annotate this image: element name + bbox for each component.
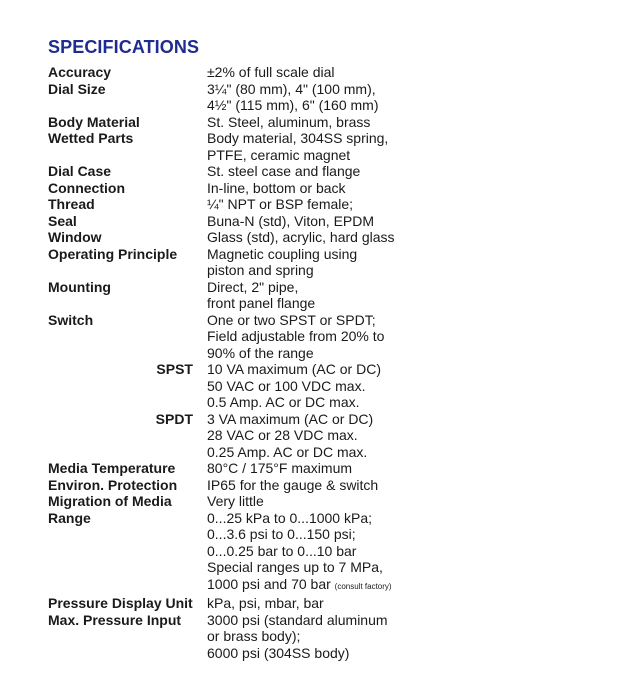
spec-value xyxy=(207,460,395,477)
spec-value-line: Very little xyxy=(207,493,264,509)
spec-row-thread xyxy=(48,196,395,213)
spec-row-environ-protection xyxy=(48,477,395,494)
spec-value-line: Magnetic coupling using xyxy=(207,245,358,262)
spec-row-seal xyxy=(48,213,395,230)
spec-label: SPDT xyxy=(155,410,193,427)
spec-label: Seal xyxy=(48,212,77,229)
spec-value-line: 0...3.6 psi to 0...150 psi; xyxy=(207,526,356,542)
spec-label: SPST xyxy=(156,361,193,377)
spec-row-migration-of-media xyxy=(48,493,395,510)
spec-value xyxy=(207,493,395,510)
spec-value-line: In-line, bottom or back xyxy=(207,179,346,196)
spec-value xyxy=(207,595,395,612)
spec-value xyxy=(207,64,395,81)
spec-label: Switch xyxy=(48,311,94,328)
spec-value xyxy=(207,130,395,163)
spec-value-line: 3¼" (80 mm), 4" (100 mm), xyxy=(207,80,376,97)
spec-value-line: 0.25 Amp. AC or DC max. xyxy=(207,443,368,460)
spec-label: Mounting xyxy=(48,278,111,295)
spec-row-spdt xyxy=(48,411,395,461)
spec-row-dial-size xyxy=(48,81,395,114)
spec-value-line: 0...25 kPa to 0...1000 kPa; xyxy=(207,509,372,526)
spec-value-line: 80°C / 175°F maximum xyxy=(207,460,353,476)
spec-label: Accuracy xyxy=(48,64,112,80)
spec-row-pressure-display-unit xyxy=(48,595,395,612)
spec-value xyxy=(207,477,395,494)
spec-value-line: 3 VA maximum (AC or DC) xyxy=(207,410,374,427)
spec-row-operating-principle xyxy=(48,246,395,279)
spec-row-accuracy xyxy=(48,64,395,81)
spec-value-line: 28 VAC or 28 VDC max. xyxy=(207,427,358,443)
spec-label: Environ. Protection xyxy=(48,476,178,493)
spec-label: Operating Principle xyxy=(48,245,178,262)
spec-label: Pressure Display Unit xyxy=(48,595,193,611)
spec-label: Max. Pressure Input xyxy=(48,611,182,628)
spec-value-line: One or two SPST or SPDT; xyxy=(207,311,376,328)
spec-row-media-temperature xyxy=(48,460,395,477)
spec-value-line: Field adjustable from 20% to xyxy=(207,328,385,344)
spec-row-mounting xyxy=(48,279,395,312)
spec-row-max-pressure-input xyxy=(48,612,395,662)
spec-value-line: 0.5 Amp. AC or DC max. xyxy=(207,394,360,410)
spec-label: Dial Size xyxy=(48,80,106,97)
spec-label: Range xyxy=(48,509,91,526)
spec-value-line: 6000 psi (304SS body) xyxy=(207,644,350,661)
spec-value-line: 3000 psi (standard aluminum xyxy=(207,611,388,628)
spec-label: Wetted Parts xyxy=(48,130,134,146)
spec-label: Migration of Media xyxy=(48,493,172,509)
spec-row-range xyxy=(48,510,395,596)
spec-value xyxy=(207,180,395,197)
spec-label: Window xyxy=(48,229,102,245)
spec-value-line: Glass (std), acrylic, hard glass xyxy=(207,229,395,245)
spec-value xyxy=(207,411,395,461)
spec-value-line: 4½" (115 mm), 6" (160 mm) xyxy=(207,97,379,113)
spec-label: Dial Case xyxy=(48,163,112,179)
spec-value-line: St. Steel, aluminum, brass xyxy=(207,113,371,130)
spec-value-line: 50 VAC or 100 VDC max. xyxy=(207,377,366,394)
spec-value-line: Direct, 2" pipe, xyxy=(207,278,299,295)
spec-row-body-material xyxy=(48,114,395,131)
spec-value-line: 10 VA maximum (AC or DC) xyxy=(207,361,381,377)
spec-label: Connection xyxy=(48,179,125,196)
spec-value xyxy=(207,196,395,213)
spec-row-switch xyxy=(48,312,395,362)
spec-value-line: PTFE, ceramic magnet xyxy=(207,146,351,163)
spec-label: Body Material xyxy=(48,113,140,130)
spec-value-line xyxy=(207,576,395,596)
spec-row-wetted-parts xyxy=(48,130,395,163)
spec-value xyxy=(207,246,395,279)
page-title: SPECIFICATIONS xyxy=(48,37,200,57)
spec-value-line: Buna-N (std), Viton, EPDM xyxy=(207,212,375,229)
spec-value-text: 1000 psi and 70 bar xyxy=(207,575,331,592)
spec-value xyxy=(207,81,395,114)
spec-label: Thread xyxy=(48,196,95,212)
spec-value-line: 0...0.25 bar to 0...10 bar xyxy=(207,542,357,559)
spec-value-line: 90% of the range xyxy=(207,344,314,361)
spec-row-dial-case xyxy=(48,163,395,180)
spec-value xyxy=(207,279,395,312)
spec-value xyxy=(207,213,395,230)
spec-value-line: St. steel case and flange xyxy=(207,163,361,179)
spec-value xyxy=(207,163,395,180)
consult-factory-note: (consult factory) xyxy=(334,581,392,591)
spec-value xyxy=(207,361,395,411)
spec-value-line: or brass body); xyxy=(207,628,301,644)
spec-row-connection xyxy=(48,180,395,197)
spec-value-line: kPa, psi, mbar, bar xyxy=(207,595,324,611)
spec-value-line: front panel flange xyxy=(207,295,316,311)
spec-value-line: Body material, 304SS spring, xyxy=(207,130,389,146)
spec-value-line: ¼" NPT or BSP female; xyxy=(207,196,354,212)
spec-label: Media Temperature xyxy=(48,460,176,476)
spec-row-window xyxy=(48,229,395,246)
spec-value xyxy=(207,612,395,662)
spec-value xyxy=(207,229,395,246)
spec-value-line: ±2% of full scale dial xyxy=(207,64,335,80)
spec-value-line: IP65 for the gauge & switch xyxy=(207,476,379,493)
spec-value xyxy=(207,114,395,131)
spec-row-spst xyxy=(48,361,395,411)
spec-value-line: piston and spring xyxy=(207,262,314,278)
specifications-table xyxy=(48,64,395,661)
spec-value-line: Special ranges up to 7 MPa, xyxy=(207,559,383,575)
spec-value xyxy=(207,312,395,362)
spec-value xyxy=(207,510,395,596)
